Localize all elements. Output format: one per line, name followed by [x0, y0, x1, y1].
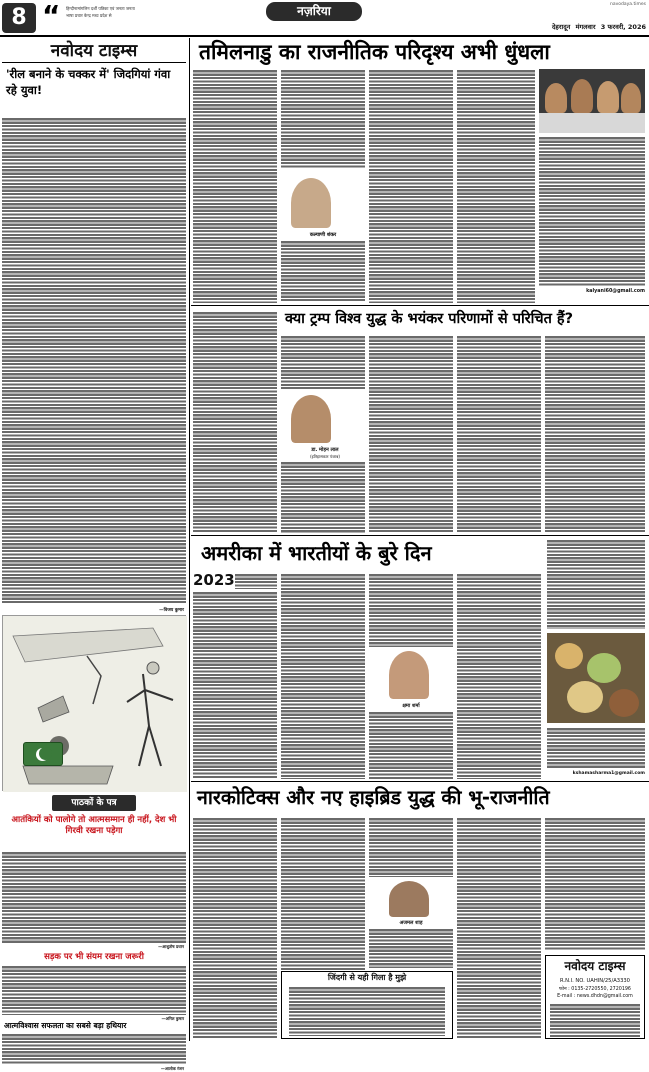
story-4 — [193, 783, 647, 1041]
story-2-headline: क्या ट्रम्प विश्व युद्ध के भयंकर परिणामों से परिचित हैं? — [285, 311, 574, 327]
story-3-email: kshamasharma1@gmail.com — [572, 771, 645, 776]
imprint-reg-no: R.N.I. NO. UAHIN/25/A3330 — [560, 978, 630, 984]
story-3 — [193, 537, 647, 780]
imprint-phone: फोन : 0135-2720550, 2720196 — [559, 987, 631, 992]
story-2-col-1 — [193, 311, 277, 533]
story-1-col-4 — [457, 69, 535, 303]
story-1-col-5 — [539, 136, 645, 286]
story-2 — [193, 307, 647, 535]
story-3-author: क्षमा शर्मा — [402, 703, 420, 709]
story-2-author-title: (इतिहासकार पंजाब) — [310, 454, 340, 459]
story-4-col-1 — [193, 817, 277, 1039]
story-1-photo — [539, 69, 645, 133]
story-3-col-2 — [281, 573, 365, 779]
imprint-body — [550, 1003, 640, 1037]
story-3-photo — [547, 633, 645, 723]
letter-1-title: आतंकियों को पालोगे तो आत्मसम्मान ही नहीं, देश भी गिरवी रखना पड़ेगा — [11, 815, 177, 836]
page-header — [0, 0, 649, 36]
story-3-col-top — [547, 539, 645, 629]
story-2-col-3 — [369, 335, 453, 533]
tagline-line-2: भाषा प्रचार केन्द्र मध्य प्रदेश से — [66, 13, 112, 18]
author-photo-2 — [291, 395, 331, 443]
editorial-title: 'रील बनाने के चक्कर में' जिदगियां गंवा रहे युवा! — [6, 67, 171, 97]
story-1-col-2 — [281, 69, 365, 169]
letter-1-body — [2, 851, 186, 943]
story-4-col-3b — [369, 928, 453, 968]
story-2-col-2a — [281, 335, 365, 389]
story-1-rule — [191, 305, 649, 306]
story-2-rule — [191, 535, 649, 536]
flag-icon — [23, 742, 63, 766]
story-4-col-3a — [369, 817, 453, 877]
poem-body — [289, 986, 445, 1036]
story-2-col-4 — [457, 335, 541, 533]
story-4-headline: नारकोटिक्स और नए हाइब्रिड युद्ध की भू-राजनीति — [197, 786, 550, 809]
story-1-headline: तमिलनाडु का राजनीतिक परिदृश्य अभी धुंधला — [199, 40, 550, 64]
letter-2-title: सड़क पर भी संयम रखना जरूरी — [44, 952, 144, 962]
letters-header: पाठकों के पत्र — [52, 795, 136, 811]
story-1-col-2b — [281, 240, 365, 302]
author-photo-4 — [389, 881, 429, 917]
letter-3-title: आत्मविश्वास सफलता का सबसे बड़ा हथियार — [4, 1021, 127, 1030]
letter-2-byline: —अनिल कुमार — [161, 1016, 184, 1021]
quote-icon: “ — [42, 0, 61, 32]
story-3-col-3a — [369, 573, 453, 647]
date-line — [470, 22, 646, 31]
story-2-col-5 — [545, 335, 645, 533]
story-1-col-3 — [369, 69, 453, 303]
story-1-email: kalyani60@gmail.com — [586, 289, 645, 294]
letter-1-byline: —आशुतोष प्रधान — [158, 944, 184, 949]
page-number: 8 — [11, 5, 27, 30]
site-url: navodaya.times — [609, 2, 646, 7]
editorial-byline: —विजय कुमार — [159, 608, 184, 613]
story-1-col-1 — [193, 69, 277, 303]
story-4-col-4 — [457, 817, 541, 1039]
author-photo-3 — [389, 651, 429, 699]
tagline-line-1: हिन्दीनामांगलिन दर्शी पत्रिका एवं जनता जनता — [66, 6, 135, 11]
letter-3-body — [2, 1033, 186, 1065]
story-4-author: अजमल शाह — [399, 920, 423, 926]
story-2-col-2b — [281, 461, 365, 533]
story-3-col-1a — [235, 573, 277, 589]
story-1 — [193, 38, 647, 304]
story-2-author-name: डा. मोहन लाल — [311, 447, 339, 453]
editorial-body — [2, 117, 186, 604]
story-3-headline — [201, 537, 549, 569]
story-1-author: कल्याणी शंकर — [309, 232, 337, 238]
imprint-masthead: नवोदय टाइम्स — [564, 959, 626, 973]
imprint-box — [545, 955, 645, 1039]
left-column-divider — [189, 38, 190, 1041]
story-3-col-5 — [547, 727, 645, 769]
masthead-rule — [2, 62, 186, 63]
date: 3 फरवरी, 2026 — [600, 23, 646, 31]
cartoon-image — [2, 615, 186, 791]
story-3-rule — [191, 781, 649, 782]
left-column — [2, 39, 186, 1071]
letter-3-byline: —आलोक रंजन — [160, 1066, 184, 1071]
story-3-year-lead: 2023 — [193, 571, 235, 589]
letter-2-body — [2, 965, 186, 1015]
story-3-col-1 — [193, 591, 277, 779]
header-rule — [0, 35, 649, 37]
imprint-email: E-mail : news.dhdn@gmail.com — [557, 994, 633, 999]
poem-title: जिंदगी से यही गिला है मुझे — [327, 973, 407, 982]
section-label: नज़रिया — [297, 4, 331, 18]
story-3-col-3b — [369, 711, 453, 779]
story-3-col-4 — [457, 573, 541, 779]
edition: देहरादून — [551, 23, 571, 31]
author-photo-1 — [291, 178, 331, 228]
day: मंगलवार — [575, 23, 596, 31]
story-4-col-5 — [545, 817, 645, 951]
masthead-logo: नवोदय टाइम्स — [50, 41, 138, 61]
story-3-headline-text: अमरीका में भारतीयों के बुरे दिन — [201, 541, 432, 565]
